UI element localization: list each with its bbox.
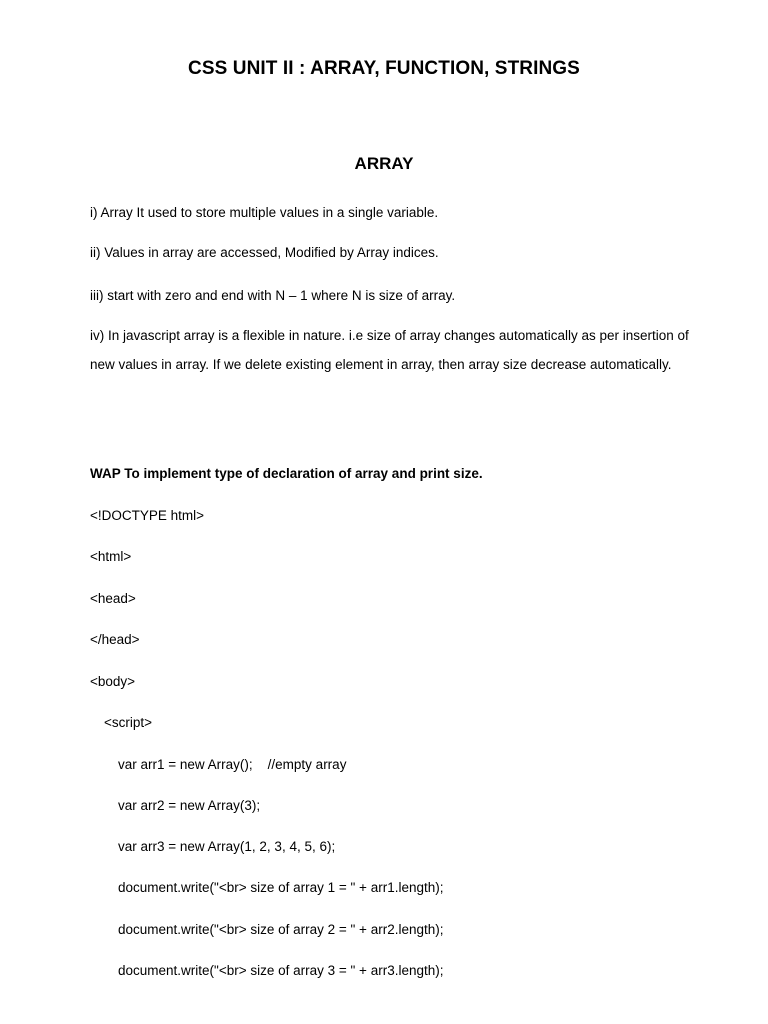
code-line-head-close: </head> [90, 632, 140, 647]
code-line-doctype: <!DOCTYPE html> [90, 508, 205, 523]
code-line-arr2: var arr2 = new Array(3); [118, 798, 261, 813]
code-line-write-1: document.write("<br> size of array 1 = " + arr1.length); [118, 880, 444, 895]
code-line-arr3: var arr3 = new Array(1, 2, 3, 4, 5, 6); [118, 839, 336, 854]
program-heading: WAP To implement type of declaration of array and print size. [90, 466, 483, 481]
point-1: i) Array It used to store multiple values in a single variable. [90, 205, 439, 220]
code-line-write-3: document.write("<br> size of array 3 = " + arr3.length); [118, 963, 444, 978]
section-heading-array: ARRAY [354, 154, 414, 173]
code-line-script-open: <script> [104, 715, 153, 730]
code-line-arr1: var arr1 = new Array(); //empty array [118, 757, 347, 772]
point-2: ii) Values in array are accessed, Modified by Array indices. [90, 245, 439, 260]
code-line-write-2: document.write("<br> size of array 2 = " + arr2.length); [118, 922, 444, 937]
point-3: iii) start with zero and end with N – 1 where N is size of array. [90, 288, 456, 303]
document-title: CSS UNIT II : ARRAY, FUNCTION, STRINGS [188, 58, 580, 79]
code-line-body-open: <body> [90, 674, 136, 689]
code-line-html-open: <html> [90, 549, 132, 564]
code-line-head-open: <head> [90, 591, 136, 606]
point-4: iv) In javascript array is a flexible in nature. i.e size of array changes automatically as per insertion of new values in array. If we delete existing element in array, then array size decrease automatically. [90, 328, 689, 372]
